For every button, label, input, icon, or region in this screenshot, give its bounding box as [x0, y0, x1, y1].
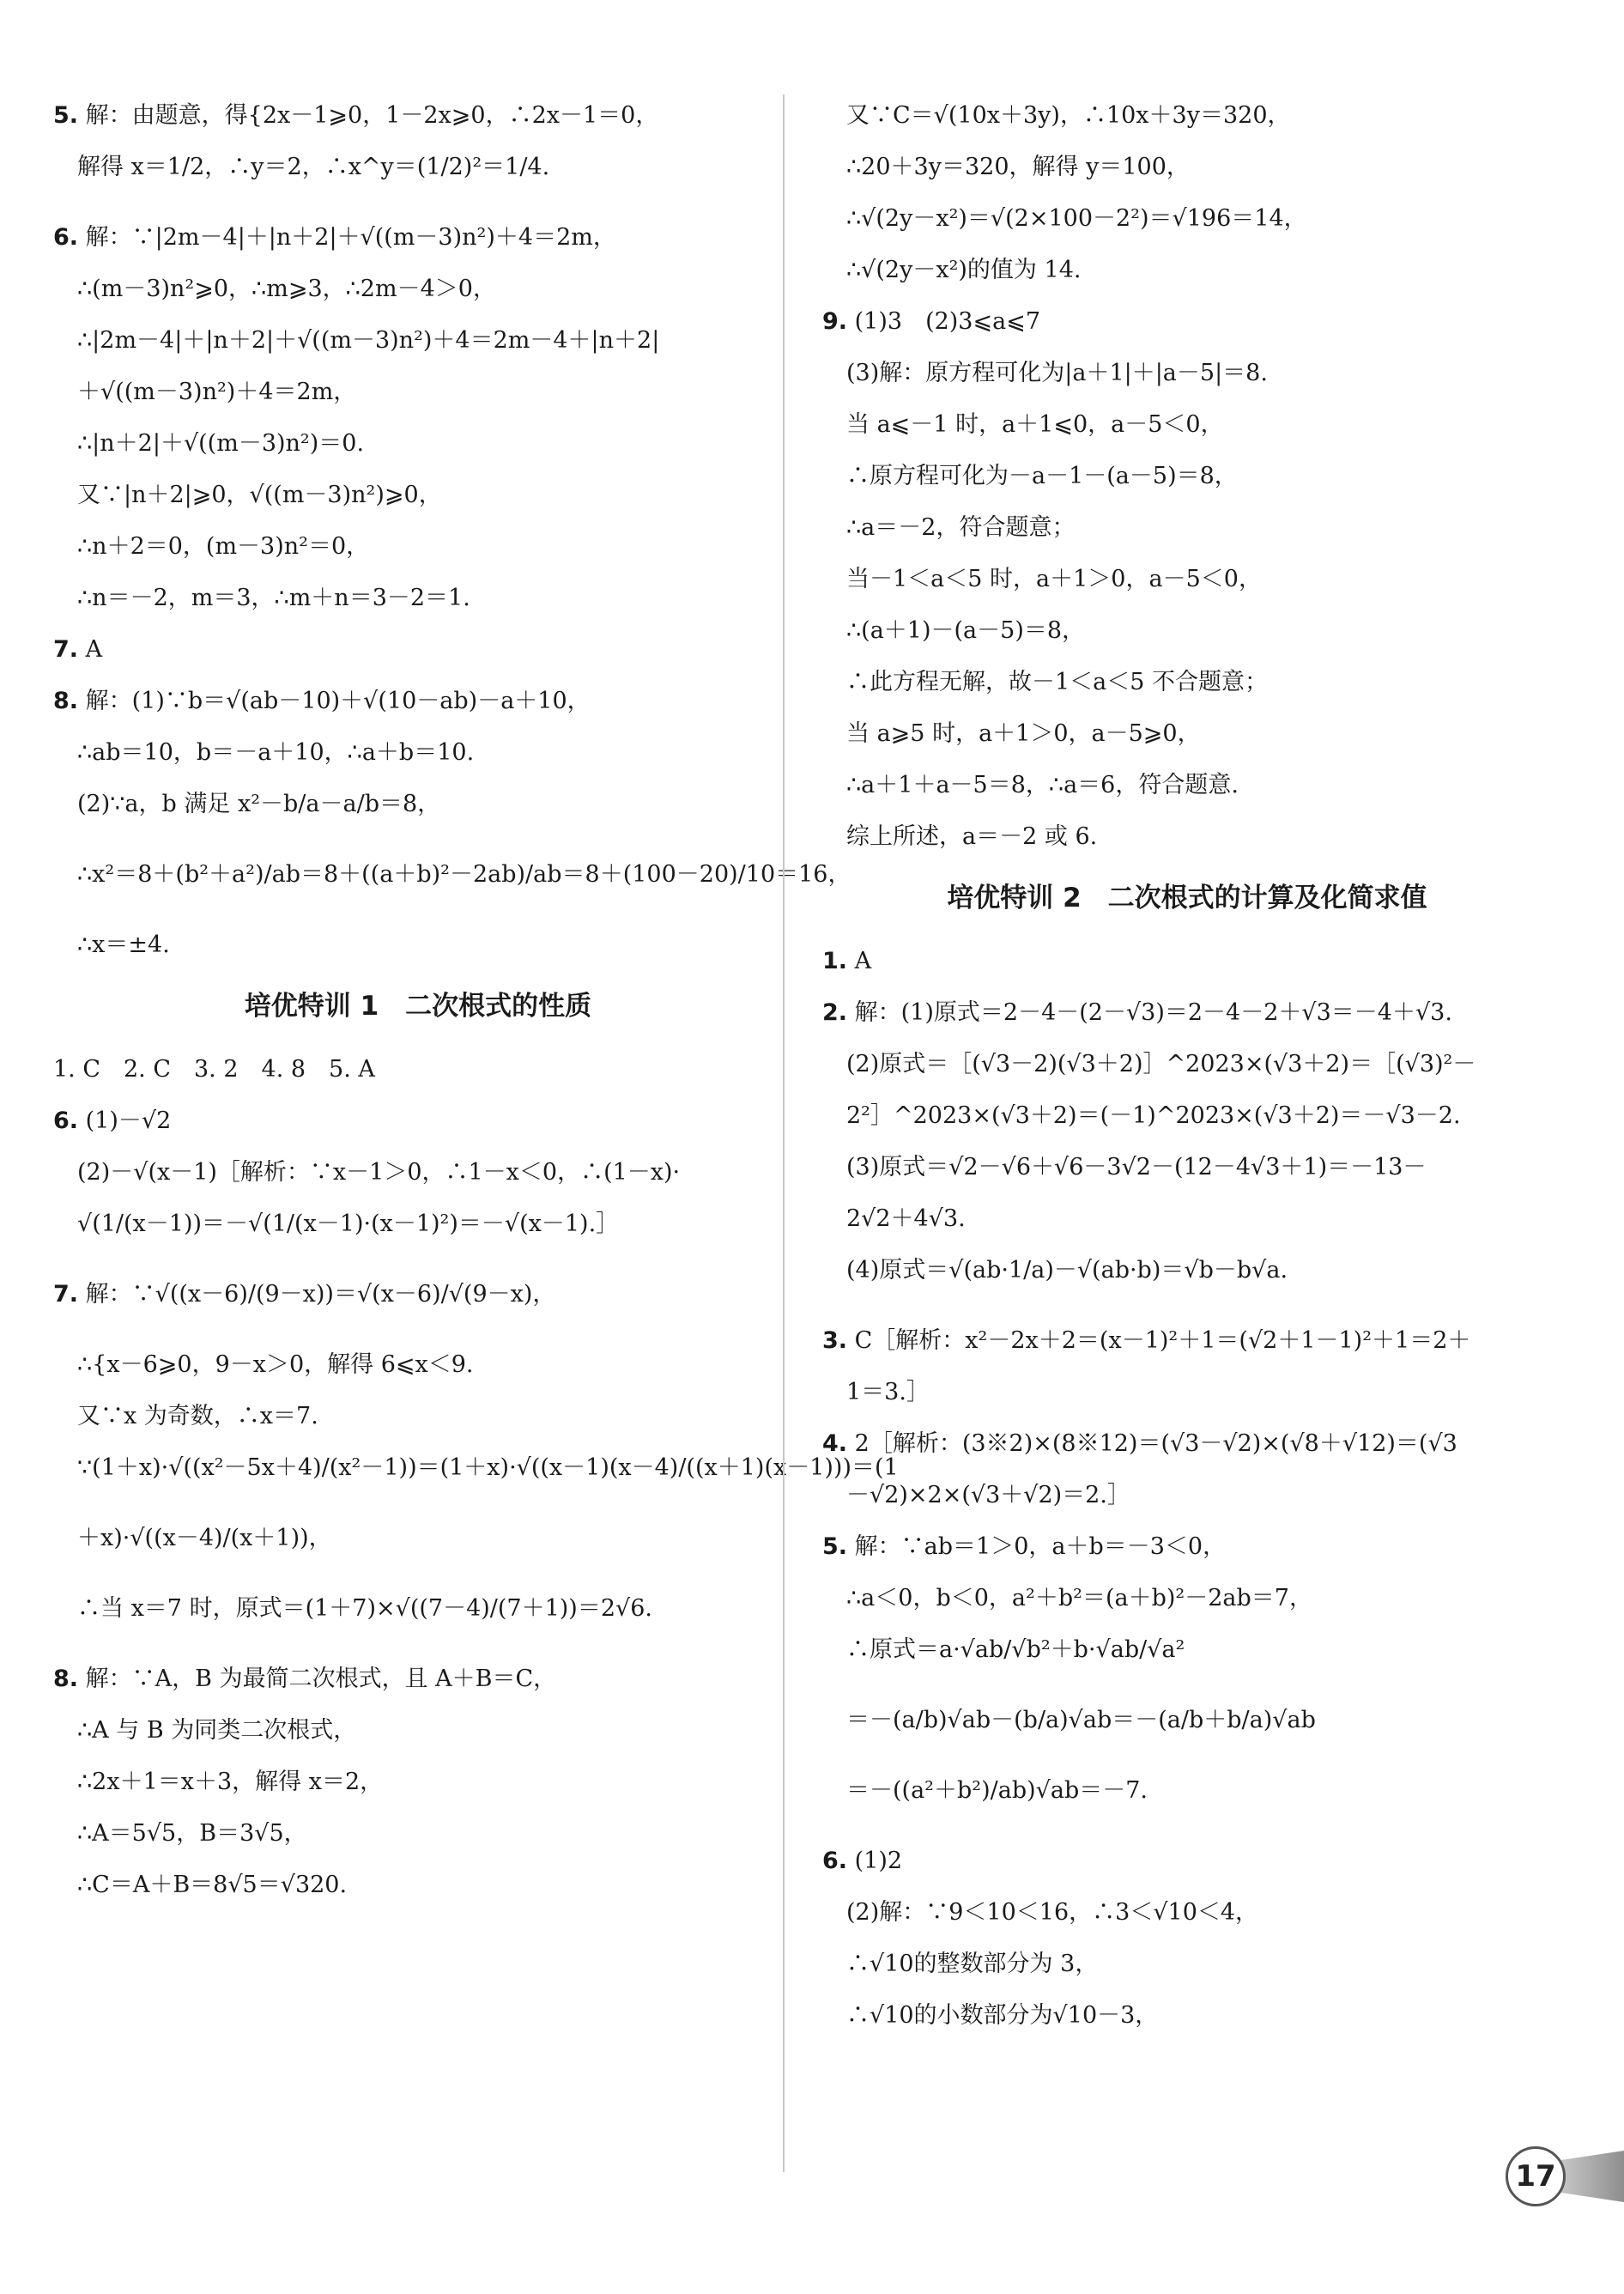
solution-text: 又∵x 为奇数，∴x＝7. — [77, 1403, 318, 1429]
problem-number: 4. — [822, 1430, 848, 1457]
solution-text: 当－1＜a＜5 时，a＋1＞0，a－5＜0， — [846, 566, 1262, 592]
problem-number: 6. — [53, 224, 79, 251]
solution-text: (3)解：原方程可化为|a＋1|＋|a－5|＝8. — [846, 360, 1268, 386]
solution-text: 1＝3.］ — [846, 1379, 930, 1405]
solution-line — [822, 1258, 1552, 1284]
solution-line — [822, 103, 1552, 129]
solution-line — [53, 792, 783, 817]
solution-line — [822, 1900, 1552, 1926]
solution-line — [53, 637, 783, 663]
solution-line — [53, 861, 851, 888]
solution-line — [822, 1848, 1552, 1874]
solution-line — [822, 1708, 1552, 1733]
solution-text: ∴x＝±4. — [77, 932, 170, 958]
solution-text: ∴原方程可化为－a－1－(a－5)＝8， — [846, 463, 1238, 489]
solution-line — [53, 1718, 783, 1744]
solution-text: 当 a⩽－1 时，a＋1⩽0，a－5＜0， — [846, 411, 1224, 438]
solution-text: (2)原式＝［(√3－2)(√3＋2)］^2023×(√3＋2)＝［(√3)²－ — [846, 1051, 1476, 1077]
solution-line — [822, 824, 1552, 850]
solution-line — [822, 949, 1552, 974]
solution-text: ∴x²＝8＋(b²＋a²)/ab＝8＋((a＋b)²－2ab)/ab＝8＋(100－20)/10＝16， — [77, 861, 851, 888]
page-number: 17 — [1506, 2146, 1566, 2206]
solution-text: ∴(m－3)n²⩾0，∴m⩾3，∴2m－4＞0， — [77, 276, 496, 302]
solution-line — [53, 328, 783, 354]
solution-text: ∴n＋2＝0，(m－3)n²＝0， — [77, 533, 370, 560]
solution-text: (2)解：∵9＜10＜16，∴3＜√10＜4， — [846, 1899, 1259, 1926]
solution-line — [53, 586, 783, 611]
problem-number: 6. — [53, 1108, 79, 1134]
solution-text: ∴C＝A＋B＝8√5＝√320. — [77, 1872, 348, 1898]
solution-line — [822, 1052, 1552, 1077]
solution-text: (3)原式＝√2－√6＋√6－3√2－(12－4√3＋1)＝－13－ — [846, 1154, 1427, 1180]
solution-line — [822, 309, 1552, 335]
solution-text: ∴|2m－4|＋|n＋2|＋√((m－3)n²)＋4＝2m－4＋|n＋2| — [77, 327, 660, 354]
solution-line — [53, 1769, 783, 1795]
solution-text: ∴(a＋1)－(a－5)＝8， — [846, 617, 1086, 644]
solution-line — [822, 464, 1552, 489]
solution-text: A — [854, 948, 872, 974]
solution-line — [822, 1534, 1552, 1560]
solution-line — [53, 1526, 783, 1551]
solution-text: 2√2＋4√3. — [846, 1205, 966, 1232]
problem-number: 3. — [822, 1327, 848, 1354]
solution-line — [822, 1483, 1552, 1508]
solution-text: ∴n＝－2，m＝3，∴m＋n＝3－2＝1. — [77, 585, 470, 611]
solution-text: ＋x)·√((x－4)/(x＋1))， — [77, 1525, 332, 1551]
solution-line — [822, 670, 1552, 695]
solution-line — [822, 1000, 1552, 1026]
solution-text: 当 a⩾5 时，a＋1＞0，a－5⩾0， — [846, 720, 1201, 747]
problem-number: 5. — [822, 1533, 848, 1560]
solution-line — [822, 1951, 1552, 1977]
solution-line — [822, 1380, 1552, 1405]
problem-number: 8. — [53, 1666, 79, 1692]
solution-text: √(1/(x－1))＝－√(1/(x－1)·(x－1)²)＝－√(x－1).］ — [77, 1211, 620, 1237]
solution-line — [822, 773, 1552, 798]
solution-line — [822, 1778, 1552, 1804]
solution-line — [822, 361, 1552, 386]
solution-text: ＝－(a/b)√ab－(b/a)√ab＝－(a/b＋b/a)√ab — [846, 1707, 1316, 1733]
solution-text: ∴√(2y－x²)的值为 14. — [846, 257, 1082, 283]
solution-text: ∴|n＋2|＋√((m－3)n²)＝0. — [77, 430, 365, 457]
solution-text: ＋√((m－3)n²)＋4＝2m， — [77, 379, 357, 405]
solution-line — [53, 1160, 783, 1186]
solution-text: ∴20＋3y＝320，解得 y＝100， — [846, 154, 1190, 180]
problem-number: 9. — [822, 308, 848, 335]
solution-line — [53, 379, 783, 405]
solution-line — [822, 1103, 1552, 1129]
solution-text: －√2)×2×(√3＋√2)＝2.］ — [846, 1482, 1130, 1508]
solution-line — [53, 1352, 783, 1378]
solution-line — [822, 567, 1552, 592]
problem-number: 6. — [822, 1848, 848, 1874]
solution-line — [53, 276, 783, 302]
solution-text: (4)原式＝√(ab·1/a)－√(ab·b)＝√b－b√a. — [846, 1257, 1288, 1284]
solution-text: ∴a＋1＋a－5＝8，∴a＝6，符合题意. — [846, 772, 1239, 798]
solution-text: 2［解析：(3※2)×(8※12)＝(√3－√2)×(√8＋√12)＝(√3 — [854, 1430, 1457, 1457]
solution-text: 综上所述，a＝－2 或 6. — [846, 823, 1098, 850]
solution-line — [53, 1282, 783, 1308]
solution-line — [53, 155, 783, 180]
solution-text: ∴A 与 B 为同类二次根式， — [77, 1717, 357, 1744]
solution-line — [53, 482, 783, 508]
solution-line — [822, 412, 1552, 438]
solution-line — [822, 721, 1552, 747]
solution-line — [53, 1821, 783, 1847]
solution-text: 1. C 2. C 3. 2 4. 8 5. A — [53, 1056, 375, 1083]
problem-number: 2. — [822, 999, 848, 1026]
solution-text: ∴a＜0，b＜0，a²＋b²＝(a＋b)²－2ab＝7， — [846, 1585, 1312, 1611]
solution-text: ∴此方程无解，故－1＜a＜5 不合题意； — [846, 669, 1269, 695]
solution-line — [822, 1586, 1552, 1611]
solution-text: 解得 x＝1/2，∴y＝2，∴x^y＝(1/2)²＝1/4. — [77, 154, 550, 180]
solution-text: ∴2x＋1＝x＋3，解得 x＝2， — [77, 1769, 384, 1795]
solution-line — [53, 1108, 783, 1134]
solution-line — [53, 689, 783, 714]
solution-text: (1)2 — [854, 1848, 903, 1874]
solution-line — [822, 258, 1552, 283]
solution-text: A — [85, 636, 103, 663]
solution-line — [53, 1596, 783, 1622]
solution-line — [53, 1211, 783, 1237]
problem-number: 8. — [53, 688, 79, 714]
solution-text: 又∵C＝√(10x＋3y)，∴10x＋3y＝320， — [846, 102, 1291, 129]
solution-text: ∴√(2y－x²)＝√(2×100－2²)＝√196＝14， — [846, 205, 1307, 232]
solution-text: 解：(1)原式＝2－4－(2－√3)＝2－4－2＋√3＝－4＋√3. — [854, 999, 1452, 1026]
solution-line — [53, 103, 783, 129]
right-column — [822, 103, 1552, 2054]
solution-line — [822, 2003, 1552, 2029]
solution-line — [53, 932, 783, 958]
solution-line — [53, 740, 783, 766]
solution-line — [822, 155, 1552, 180]
solution-line — [53, 1666, 783, 1692]
solution-line — [53, 1454, 899, 1481]
problem-number: 5. — [53, 102, 79, 129]
problem-number: 1. — [822, 948, 848, 974]
solution-line — [822, 1155, 1552, 1180]
section-title: 培优特训 2 二次根式的计算及化简求值 — [947, 883, 1427, 913]
solution-text: ∴a＝－2，符合题意； — [846, 514, 1076, 541]
solution-text: 又∵|n＋2|⩾0，√((m－3)n²)⩾0， — [77, 482, 442, 508]
solution-text: (1)3 (2)3⩽a⩽7 — [854, 308, 1041, 335]
solution-text: ∴当 x＝7 时，原式＝(1＋7)×√((7－4)/(7＋1))＝2√6. — [77, 1595, 652, 1622]
solution-text: 解：(1)∵b＝√(ab－10)＋√(10－ab)－a＋10， — [85, 688, 591, 714]
solution-text: (1)－√2 — [85, 1108, 172, 1134]
solution-line — [822, 1328, 1552, 1354]
solution-text: 解：∵√((x－6)/(9－x))＝√(x－6)/√(9－x)， — [85, 1281, 556, 1308]
solution-text: C［解析：x²－2x＋2＝(x－1)²＋1＝(√2＋1－1)²＋1＝2＋ — [854, 1327, 1471, 1354]
solution-text: (2)∵a，b 满足 x²－b/a－a/b＝8， — [77, 791, 441, 817]
solution-line — [822, 1206, 1552, 1232]
column-divider — [783, 94, 785, 2172]
solution-line — [822, 1431, 1552, 1457]
solution-text: ∴√10的小数部分为√10－3， — [846, 2002, 1159, 2029]
solution-text: 解：由题意，得{2x－1⩾0，1－2x⩾0，∴2x－1＝0， — [85, 102, 659, 129]
problem-number: 7. — [53, 1281, 79, 1308]
solution-text: ∴√10的整数部分为 3， — [846, 1951, 1099, 1977]
solution-text: ＝－((a²＋b²)/ab)√ab＝－7. — [846, 1777, 1148, 1804]
solution-text: 解：∵A，B 为最简二次根式，且 A＋B＝C， — [85, 1666, 557, 1692]
section-title: 培优特训 1 二次根式的性质 — [244, 991, 592, 1022]
solution-text: ∵(1＋x)·√((x²－5x＋4)/(x²－1))＝(1＋x)·√((x－1)(x－4)/((x＋1)(x－1)))＝(1 — [77, 1454, 899, 1481]
solution-line — [53, 225, 783, 251]
solution-text: ∴A＝5√5，B＝3√5， — [77, 1820, 307, 1847]
solution-text: (2)－√(x－1)［解析：∵x－1＞0，∴1－x＜0，∴(1－x)· — [77, 1159, 681, 1186]
solution-text: 解：∵|2m－4|＋|n＋2|＋√((m－3)n²)＋4＝2m， — [85, 224, 616, 251]
solution-line — [53, 1404, 783, 1429]
solution-text: 解：∵ab＝1＞0，a＋b＝－3＜0， — [854, 1533, 1227, 1560]
solution-line — [53, 1872, 783, 1898]
solution-text: 2²］^2023×(√3＋2)＝(－1)^2023×(√3＋2)＝－√3－2. — [846, 1102, 1461, 1129]
problem-number: 7. — [53, 636, 79, 663]
solution-line — [53, 1057, 783, 1083]
solution-line — [822, 515, 1552, 541]
solution-line — [822, 618, 1552, 644]
solution-text: ∴{x－6⩾0，9－x＞0，解得 6⩽x＜9. — [77, 1351, 474, 1378]
solution-text: ∴ab＝10，b＝－a＋10，∴a＋b＝10. — [77, 739, 475, 766]
solution-line — [53, 534, 783, 560]
solution-line — [822, 1637, 1552, 1663]
solution-line — [822, 206, 1552, 232]
solution-text: ∴原式＝a·√ab/√b²＋b·√ab/√a² — [846, 1636, 1185, 1663]
solution-line — [53, 431, 783, 457]
